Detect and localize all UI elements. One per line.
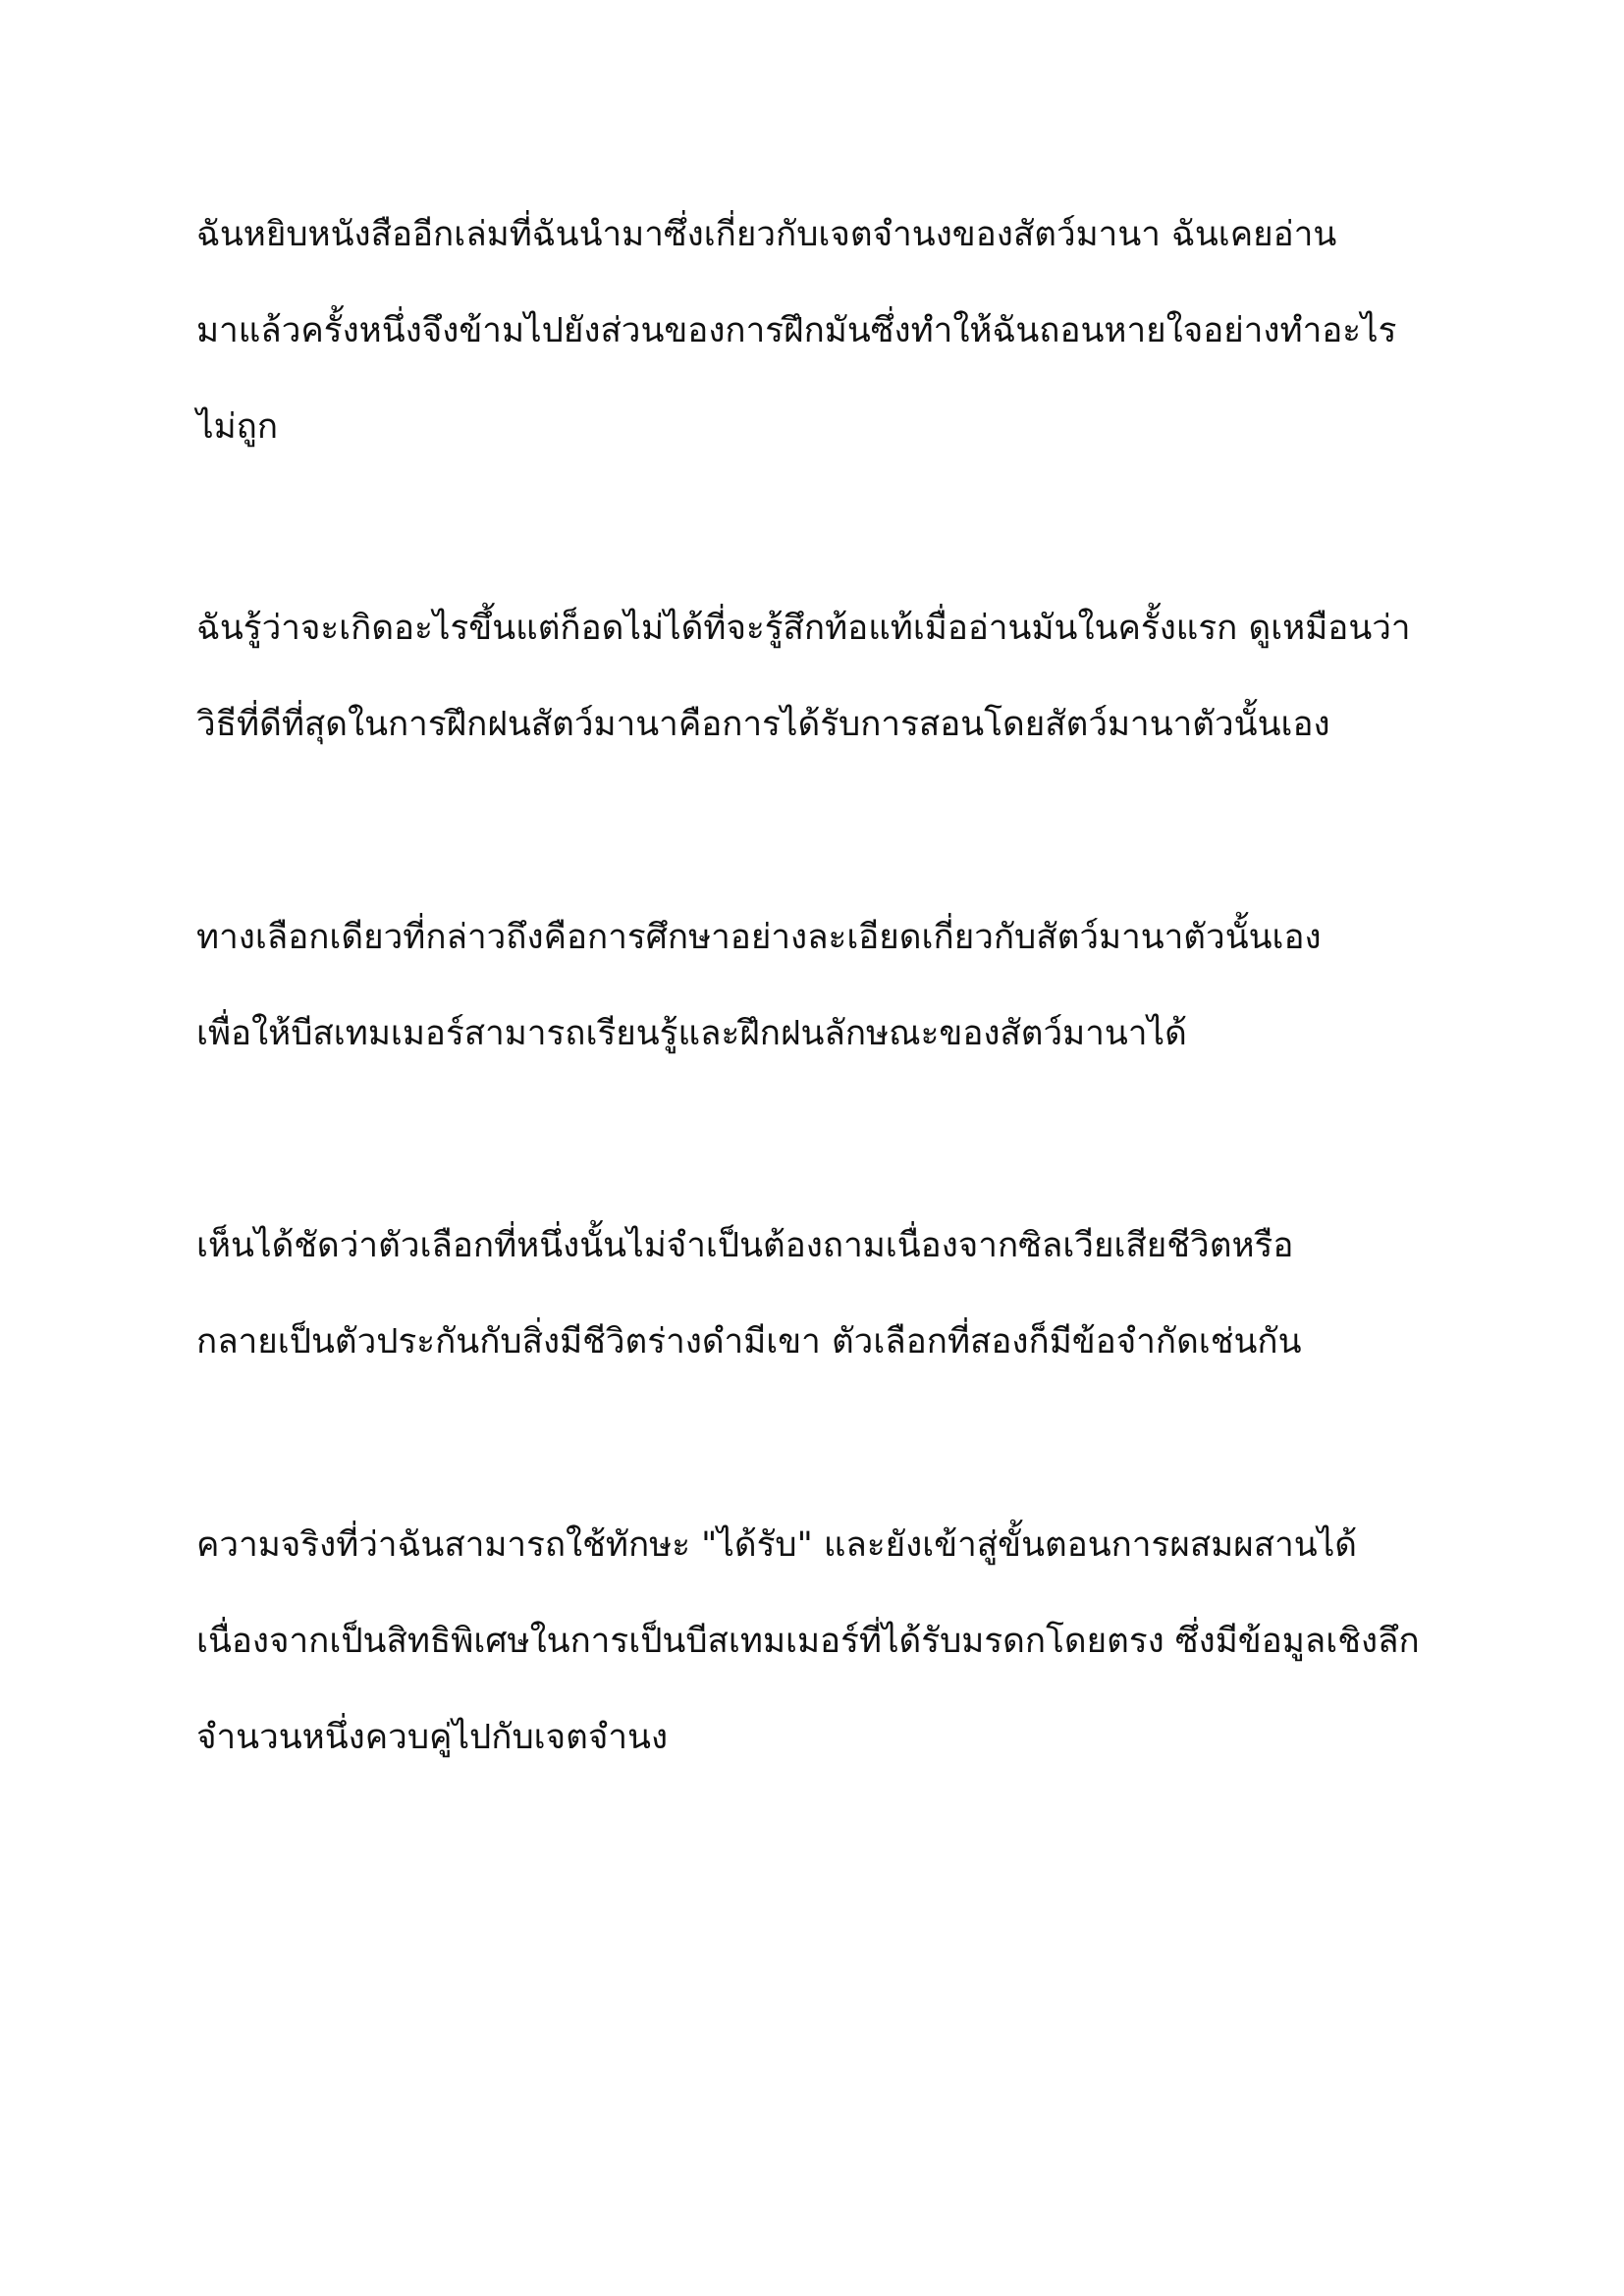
text-line: ฉันรู้ว่าจะเกิดอะไรขึ้นแต่ก็อดไม่ได้ที่จะรู้สึกท้อแท้เมื่ออ่านมันในครั้งแรก ดูเหมือนว่า xyxy=(196,609,1411,648)
text-line: เห็นได้ชัดว่าตัวเลือกที่หนึ่งนั้นไม่จำเป็นต้องถามเนื่องจากซิลเวียเสียชีวิตหรือ xyxy=(196,1226,1294,1265)
text-line: เพื่อให้บีสเทมเมอร์สามารถเรียนรู้และฝึกฝนลักษณะของสัตว์มานาได้ xyxy=(196,1014,1187,1053)
text-line: เนื่องจากเป็นสิทธิพิเศษในการเป็นบีสเทมเมอร์ที่ได้รับมรดกโดยตรง ซึ่งมีข้อมูลเชิงลึก xyxy=(196,1622,1420,1661)
text-line: มาแล้วครั้งหนึ่งจึงข้ามไปยังส่วนของการฝึกมันซึ่งทำให้ฉันถอนหายใจอย่างทำอะไร xyxy=(196,311,1397,350)
paragraph-3 xyxy=(196,889,1473,1082)
text-line: ทางเลือกเดียวที่กล่าวถึงคือการศึกษาอย่างละเอียดเกี่ยวกับสัตว์มานาตัวนั้นเอง xyxy=(196,918,1322,957)
paragraph-2 xyxy=(196,580,1473,773)
text-line: วิธีที่ดีที่สุดในการฝึกฝนสัตว์มานาคือการได้รับการสอนโดยสัตว์มานาตัวนั้นเอง xyxy=(196,705,1330,744)
text-line: ความจริงที่ว่าฉันสามารถใช้ทักษะ "ได้รับ" และยังเข้าสู่ขั้นตอนการผสมผสานได้ xyxy=(196,1525,1358,1565)
text-line: จำนวนหนึ่งควบคู่ไปกับเจตจำนง xyxy=(196,1718,669,1757)
paragraph-5 xyxy=(196,1497,1473,1786)
paragraph-1 xyxy=(196,187,1473,475)
text-line: ไม่ถูก xyxy=(196,407,279,447)
text-line: ฉันหยิบหนังสืออีกเล่มที่ฉันนำมาซึ่งเกี่ยวกับเจตจำนงของสัตว์มานา ฉันเคยอ่าน xyxy=(196,215,1337,254)
paragraph-4 xyxy=(196,1198,1473,1390)
text-line: กลายเป็นตัวประกันกับสิ่งมีชีวิตร่างดำมีเขา ตัวเลือกที่สองก็มีข้อจำกัดเช่นกัน xyxy=(196,1322,1302,1362)
